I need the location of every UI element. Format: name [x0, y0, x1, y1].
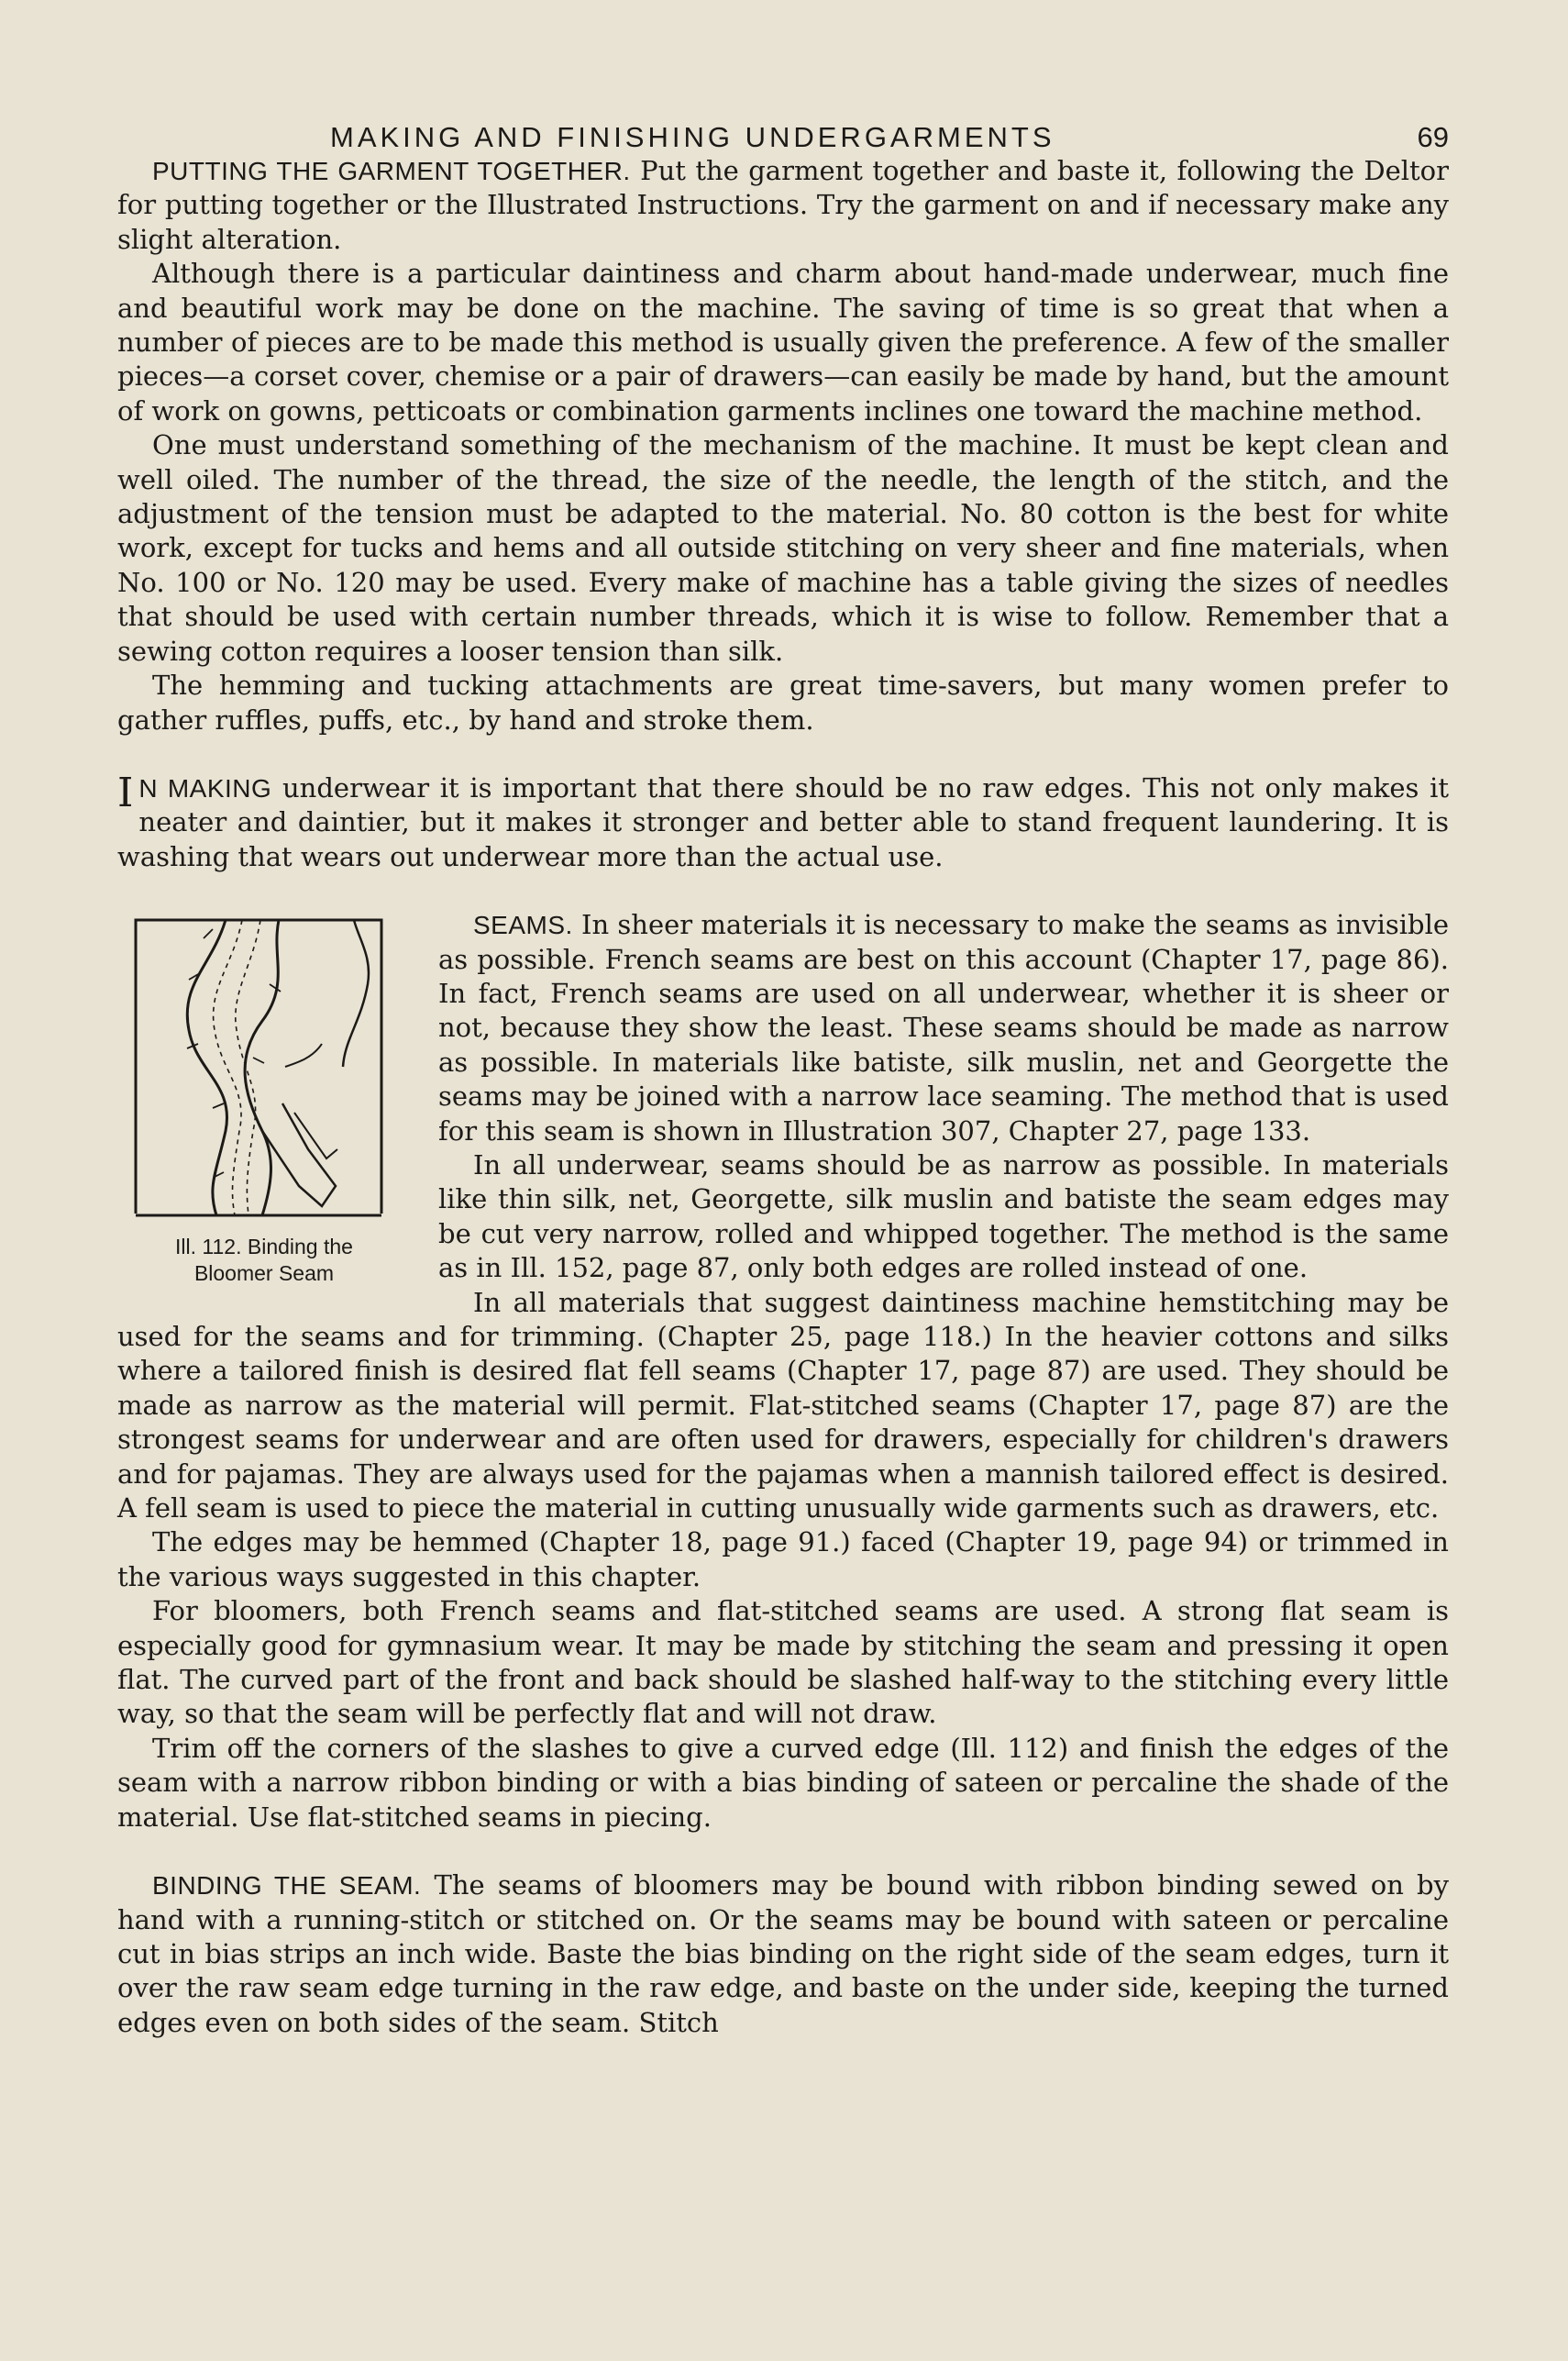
paragraph: Trim off the corners of the slashes to give a curved edge (Ill. 112) and finish the edges of the seam with a narrow ribbon binding or with a bias binding of sateen or percaline the shade of the material. Use flat-stitched seams in piecing. [117, 1732, 1449, 1833]
paragraph [117, 771, 1449, 874]
paragraph-text: The seams of bloomers may be bound with ribbon binding sewed on by hand with a running-stitch or stitched on. Or the seams may be bound with sateen or percaline cut in bias strips an inch wide. Baste the bias binding on the right side of the seam edges, turn it over the raw seam edge turning in the raw edge, and baste on the under side, keeping the turned edges even on both sides of the seam. Stitch [117, 1869, 1450, 2038]
section-heading: PUTTING THE GARMENT TOGETHER. [152, 157, 631, 185]
lead-in: N MAKING [138, 773, 272, 803]
page [117, 108, 1449, 2040]
paragraph: The hemming and tucking attachments are great time-savers, but many women prefer to gather ruffles, puffs, etc., by hand and stroke them. [117, 670, 1449, 736]
paragraph [117, 1868, 1449, 2040]
paragraph [117, 154, 1449, 257]
running-head [117, 108, 1449, 154]
paragraph: Although there is a particular daintiness and charm about hand-made underwear, much fine and beautiful work may be done on the machine. The saving of time is so great that when a number of pieces are to be made this method is usually given the preference. A few of the smaller pieces—a corset cover, chemise or a pair of drawers—can easily be made by hand, but the amount of work on gowns, petticoats or combination garments inclines one toward the machine method. [117, 258, 1449, 427]
paragraph-text: In sheer materials it is necessary to make the seams as invisible as possible. French seams are best on this account (Chapter 17, page 86). In fact, French seams are used on all underwear, whether it is sheer or not, because they show the least. These seams should be made as narrow as possible. In materials like batiste, silk muslin, net and Georgette the seams may be joined with a narrow lace seaming. The method that is used for this seam is shown in Illustration 307, Chapter 27, page 133. [438, 909, 1450, 1147]
page-number: 69 [1417, 121, 1449, 153]
bloomer-seam-illustration [125, 883, 400, 1232]
drop-cap: I [117, 769, 134, 816]
caption-line: Bloomer Seam [193, 1261, 335, 1286]
paragraph: For bloomers, both French seams and flat-stitched seams are used. A strong flat seam is especially good for gymnasium wear. It may be made by stitching the seam and pressing it open flat. The curved part of the front and back should be slashed half-way to the stitching every little way, so that the seam will be perfectly flat and will not draw. [117, 1595, 1449, 1730]
section-gap [117, 1834, 1449, 1868]
running-title: MAKING AND FINISHING UNDERGARMENTS [330, 121, 1055, 153]
section-heading: BINDING THE SEAM. [152, 1871, 422, 1901]
paragraph: In all underwear, seams should be as narrow as possible. In materials like thin silk, net, Georgette, silk muslin and batiste the seam edges may be cut very narrow, rolled and whipped together. The method is the same as in Ill. 152, page 87, only both edges are rolled instead of one. [438, 1148, 1449, 1284]
section-gap [117, 737, 1449, 771]
paragraph: The edges may be hemmed (Chapter 18, page 91.) faced (Chapter 19, page 94) or trimmed in the various ways suggested in this chapter. [117, 1526, 1449, 1592]
figure-bloomer-seam [117, 883, 411, 1287]
figure-caption [117, 1234, 411, 1287]
section-heading: SEAMS. [473, 911, 573, 940]
section-putting-together [117, 154, 1449, 737]
paragraph-text: Put the garment together and baste it, following the Deltor for putting together or the Illustrated Instructions. Try the garment on and if necessary make any slight alteration. [117, 155, 1449, 255]
paragraph-text: underwear it is important that there should be no raw edges. This not only makes it neater and daintier, but it makes it stronger and better able to stand frequent laundering. It is washing that wears out underwear more than the actual use. [117, 771, 1450, 872]
section-binding-the-seam [117, 1868, 1449, 2040]
paragraph: In all materials that suggest daintiness machine hemstitching may be used for the seams and for trimming. (Chapter 25, page 118.) In the heavier cottons and silks where a tailored finish is desired flat fell seams (Chapter 17, page 87) are used. They should be made as narrow as the material will permit. Flat-stitched seams (Chapter 17, page 87) are the strongest seams for underwear and are often used for drawers, especially for children's drawers and for pajamas. They are always used for the pajamas when a mannish tailored effect is desired. A fell seam is used to piece the material in cutting unusually wide garments such as drawers, etc. [117, 1286, 1449, 1524]
section-raw-edges [117, 771, 1449, 874]
caption-line: Ill. 112. Binding the [175, 1235, 353, 1259]
paragraph: One must understand something of the mechanism of the machine. It must be kept clean and well oiled. The number of the thread, the size of the needle, the length of the stitch, and the adjustment of the tension must be adapted to the material. No. 80 cotton is the best for white work, except for tucks and hems and all outside stitching on very sheer and fine materials, when No. 100 or No. 120 may be used. Every make of machine has a table giving the sizes of needles that should be used with certain number threads, which it is wise to follow. Remember that a sewing cotton requires a looser tension than silk. [117, 429, 1449, 667]
